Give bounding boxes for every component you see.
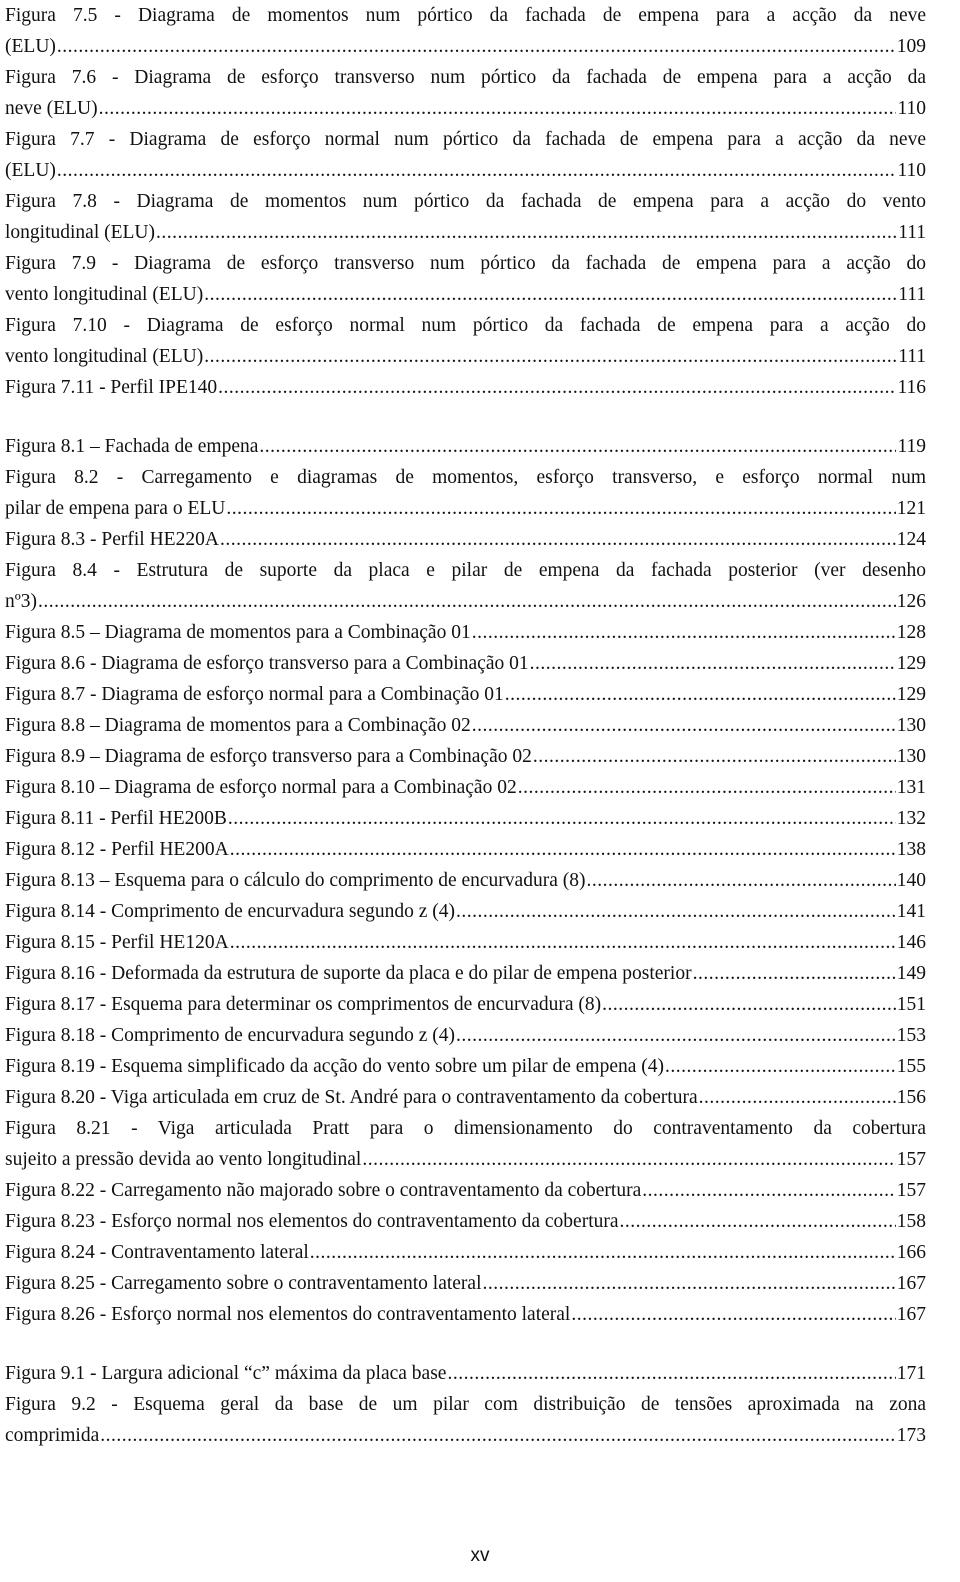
entry-title-line2: nº3)	[5, 591, 38, 612]
dot-leader	[218, 372, 896, 403]
entry-page-number: 119	[897, 436, 926, 457]
dot-leader	[602, 989, 896, 1020]
list-of-figures	[5, 0, 926, 1451]
entry-title-line2: longitudinal (ELU)	[5, 222, 156, 243]
dot-leader	[220, 524, 896, 555]
dot-leader	[204, 279, 897, 310]
dot-leader	[699, 1082, 896, 1113]
page-number: xv	[470, 1545, 490, 1566]
entry-title: Figura 8.3 - Perfil HE220A	[5, 529, 219, 550]
toc-entry[interactable]	[5, 834, 926, 865]
dot-leader	[156, 217, 897, 248]
toc-entry[interactable]	[5, 803, 926, 834]
entry-page-number: 151	[896, 994, 926, 1015]
figure-group	[5, 431, 926, 1330]
toc-entry[interactable]	[5, 710, 926, 741]
entry-page-number: 140	[896, 870, 926, 891]
entry-page-number: 129	[896, 684, 926, 705]
toc-entry[interactable]	[5, 1268, 926, 1299]
toc-entry[interactable]	[5, 772, 926, 803]
figure-group	[5, 1358, 926, 1451]
dot-leader	[586, 865, 895, 896]
entry-page-number: 132	[896, 808, 926, 829]
entry-page-number: 141	[896, 901, 926, 922]
entry-page-number: 158	[896, 1211, 926, 1232]
dot-leader	[228, 803, 896, 834]
entry-title: Figura 8.26 - Esforço normal nos elementos do contraventamento lateral	[5, 1304, 571, 1325]
toc-entry[interactable]	[5, 555, 926, 617]
entry-title-line2: sujeito a pressão devida ao vento longitudinal	[5, 1149, 362, 1170]
dot-leader	[99, 93, 897, 124]
entry-page-number: 111	[898, 284, 926, 305]
toc-entry[interactable]	[5, 865, 926, 896]
entry-title: Figura 8.7 - Diagrama de esforço normal para a Combinação 01	[5, 684, 504, 705]
entry-title: Figura 8.10 – Diagrama de esforço normal para a Combinação 02	[5, 777, 517, 798]
entry-title: Figura 8.22 - Carregamento não majorado sobre o contraventamento da cobertura	[5, 1180, 642, 1201]
toc-entry[interactable]	[5, 1206, 926, 1237]
toc-entry[interactable]	[5, 1358, 926, 1389]
dot-leader	[259, 431, 896, 462]
entry-title-line1: Figura 8.4 - Estrutura de suporte da placa e pilar de empena da fachada posterior (ver desenho	[5, 560, 926, 581]
entry-title: Figura 8.15 - Perfil HE120A	[5, 932, 229, 953]
dot-leader	[620, 1206, 896, 1237]
dot-leader	[472, 710, 896, 741]
dot-leader	[642, 1175, 896, 1206]
dot-leader	[693, 958, 896, 989]
entry-page-number: 110	[897, 160, 926, 181]
dot-leader	[665, 1051, 896, 1082]
entry-page-number: 129	[896, 653, 926, 674]
dot-leader	[530, 648, 896, 679]
entry-page-number: 130	[896, 746, 926, 767]
toc-entry[interactable]	[5, 679, 926, 710]
entry-title: Figura 8.13 – Esquema para o cálculo do comprimento de encurvadura (8)	[5, 870, 586, 891]
toc-entry[interactable]	[5, 1389, 926, 1451]
dot-leader	[533, 741, 896, 772]
entry-title: Figura 8.14 - Comprimento de encurvadura segundo z (4)	[5, 901, 456, 922]
entry-title-line1: Figura 8.21 - Viga articulada Pratt para o dimensionamento do contraventamento da cobertura	[5, 1118, 926, 1139]
toc-entry[interactable]	[5, 462, 926, 524]
entry-title: Figura 8.19 - Esquema simplificado da acção do vento sobre um pilar de empena (4)	[5, 1056, 665, 1077]
entry-title: Figura 8.1 – Fachada de empena	[5, 436, 259, 457]
entry-page-number: 111	[898, 222, 926, 243]
entry-title-line2: neve (ELU)	[5, 98, 98, 119]
dot-leader	[362, 1144, 895, 1175]
toc-entry[interactable]	[5, 989, 926, 1020]
toc-entry[interactable]	[5, 310, 926, 372]
dot-leader	[483, 1268, 896, 1299]
entry-title-line1: Figura 7.8 - Diagrama de momentos num pórtico da fachada de empena para a acção do vento	[5, 191, 926, 212]
entry-page-number: 116	[897, 377, 926, 398]
entry-title: Figura 8.9 – Diagrama de esforço transverso para a Combinação 02	[5, 746, 532, 767]
entry-page-number: 149	[896, 963, 926, 984]
entry-page-number: 131	[896, 777, 926, 798]
dot-leader	[571, 1299, 895, 1330]
toc-entry[interactable]	[5, 958, 926, 989]
entry-title-line1: Figura 9.2 - Esquema geral da base de um pilar com distribuição de tensões aproximada na zona	[5, 1394, 926, 1415]
dot-leader	[310, 1237, 896, 1268]
entry-title: Figura 8.11 - Perfil HE200B	[5, 808, 227, 829]
dot-leader	[230, 834, 896, 865]
entry-page-number: 153	[896, 1025, 926, 1046]
dot-leader	[57, 31, 896, 62]
entry-title: Figura 7.11 - Perfil IPE140	[5, 377, 218, 398]
entry-title: Figura 8.5 – Diagrama de momentos para a Combinação 01	[5, 622, 471, 643]
entry-page-number: 110	[897, 98, 926, 119]
entry-title: Figura 8.6 - Diagrama de esforço transverso para a Combinação 01	[5, 653, 529, 674]
entry-page-number: 155	[896, 1056, 926, 1077]
entry-title: Figura 8.23 - Esforço normal nos elementos do contraventamento da cobertura	[5, 1211, 619, 1232]
dot-leader	[57, 155, 897, 186]
entry-page-number: 167	[896, 1273, 926, 1294]
toc-entry[interactable]	[5, 617, 926, 648]
entry-title: Figura 8.8 – Diagrama de momentos para a Combinação 02	[5, 715, 471, 736]
toc-entry[interactable]	[5, 1113, 926, 1175]
toc-entry[interactable]	[5, 1175, 926, 1206]
entry-page-number: 157	[896, 1180, 926, 1201]
toc-entry[interactable]	[5, 1082, 926, 1113]
entry-page-number: 156	[896, 1087, 926, 1108]
entry-title: Figura 8.12 - Perfil HE200A	[5, 839, 229, 860]
toc-entry[interactable]	[5, 1020, 926, 1051]
dot-leader	[456, 1020, 896, 1051]
toc-entry[interactable]	[5, 927, 926, 958]
entry-title: Figura 8.24 - Contraventamento lateral	[5, 1242, 309, 1263]
toc-entry[interactable]	[5, 0, 926, 62]
entry-title-line2: vento longitudinal (ELU)	[5, 284, 204, 305]
entry-title: Figura 8.17 - Esquema para determinar os comprimentos de encurvadura (8)	[5, 994, 602, 1015]
toc-entry[interactable]	[5, 431, 926, 462]
toc-entry[interactable]	[5, 124, 926, 186]
entry-page-number: 126	[896, 591, 926, 612]
entry-page-number: 167	[896, 1304, 926, 1325]
entry-title: Figura 8.16 - Deformada da estrutura de suporte da placa e do pilar de empena posterior	[5, 963, 692, 984]
entry-title: Figura 8.20 - Viga articulada em cruz de St. André para o contraventamento da cobertura	[5, 1087, 698, 1108]
toc-entry[interactable]	[5, 741, 926, 772]
entry-title: Figura 8.18 - Comprimento de encurvadura segundo z (4)	[5, 1025, 456, 1046]
toc-entry[interactable]	[5, 1299, 926, 1330]
entry-title-line2: (ELU)	[5, 160, 56, 181]
entry-title-line2: (ELU)	[5, 36, 56, 57]
entry-page-number: 157	[896, 1149, 926, 1170]
entry-page-number: 146	[896, 932, 926, 953]
entry-title-line2: comprimida	[5, 1425, 100, 1446]
entry-title-line2: pilar de empena para o ELU	[5, 498, 226, 519]
toc-entry[interactable]	[5, 524, 926, 555]
entry-page-number: 124	[896, 529, 926, 550]
entry-title: Figura 9.1 - Largura adicional “c” máxima da placa base	[5, 1363, 447, 1384]
dot-leader	[204, 341, 897, 372]
entry-page-number: 166	[896, 1242, 926, 1263]
entry-title-line2: vento longitudinal (ELU)	[5, 346, 204, 367]
toc-entry[interactable]	[5, 1237, 926, 1268]
dot-leader	[456, 896, 896, 927]
entry-page-number: 121	[896, 498, 926, 519]
toc-entry[interactable]	[5, 896, 926, 927]
entry-page-number: 138	[896, 839, 926, 860]
entry-title-line1: Figura 7.7 - Diagrama de esforço normal num pórtico da fachada de empena para a acção da neve	[5, 129, 926, 150]
figure-group	[5, 0, 926, 403]
entry-page-number: 173	[896, 1425, 926, 1446]
toc-entry[interactable]	[5, 186, 926, 248]
entry-page-number: 111	[898, 346, 926, 367]
dot-leader	[472, 617, 896, 648]
entry-title-line1: Figura 7.9 - Diagrama de esforço transverso num pórtico da fachada de empena para a acção do	[5, 253, 926, 274]
entry-page-number: 128	[896, 622, 926, 643]
entry-title-line1: Figura 8.2 - Carregamento e diagramas de momentos, esforço transverso, e esforço normal num	[5, 467, 926, 488]
toc-entry[interactable]	[5, 62, 926, 124]
toc-entry[interactable]	[5, 1051, 926, 1082]
entry-title-line1: Figura 7.5 - Diagrama de momentos num pórtico da fachada de empena para a acção da neve	[5, 5, 926, 26]
dot-leader	[230, 927, 896, 958]
toc-entry[interactable]	[5, 372, 926, 403]
entry-page-number: 171	[896, 1363, 926, 1384]
entry-title-line1: Figura 7.10 - Diagrama de esforço normal num pórtico da fachada de empena para a acção do	[5, 315, 926, 336]
toc-entry[interactable]	[5, 248, 926, 310]
entry-page-number: 130	[896, 715, 926, 736]
dot-leader	[505, 679, 896, 710]
entry-page-number: 109	[896, 36, 926, 57]
dot-leader	[518, 772, 896, 803]
dot-leader	[100, 1420, 896, 1451]
entry-title: Figura 8.25 - Carregamento sobre o contraventamento lateral	[5, 1273, 482, 1294]
entry-title-line1: Figura 7.6 - Diagrama de esforço transverso num pórtico da fachada de empena para a acção da	[5, 67, 926, 88]
dot-leader	[447, 1358, 895, 1389]
dot-leader	[226, 493, 895, 524]
toc-entry[interactable]	[5, 648, 926, 679]
dot-leader	[38, 586, 896, 617]
